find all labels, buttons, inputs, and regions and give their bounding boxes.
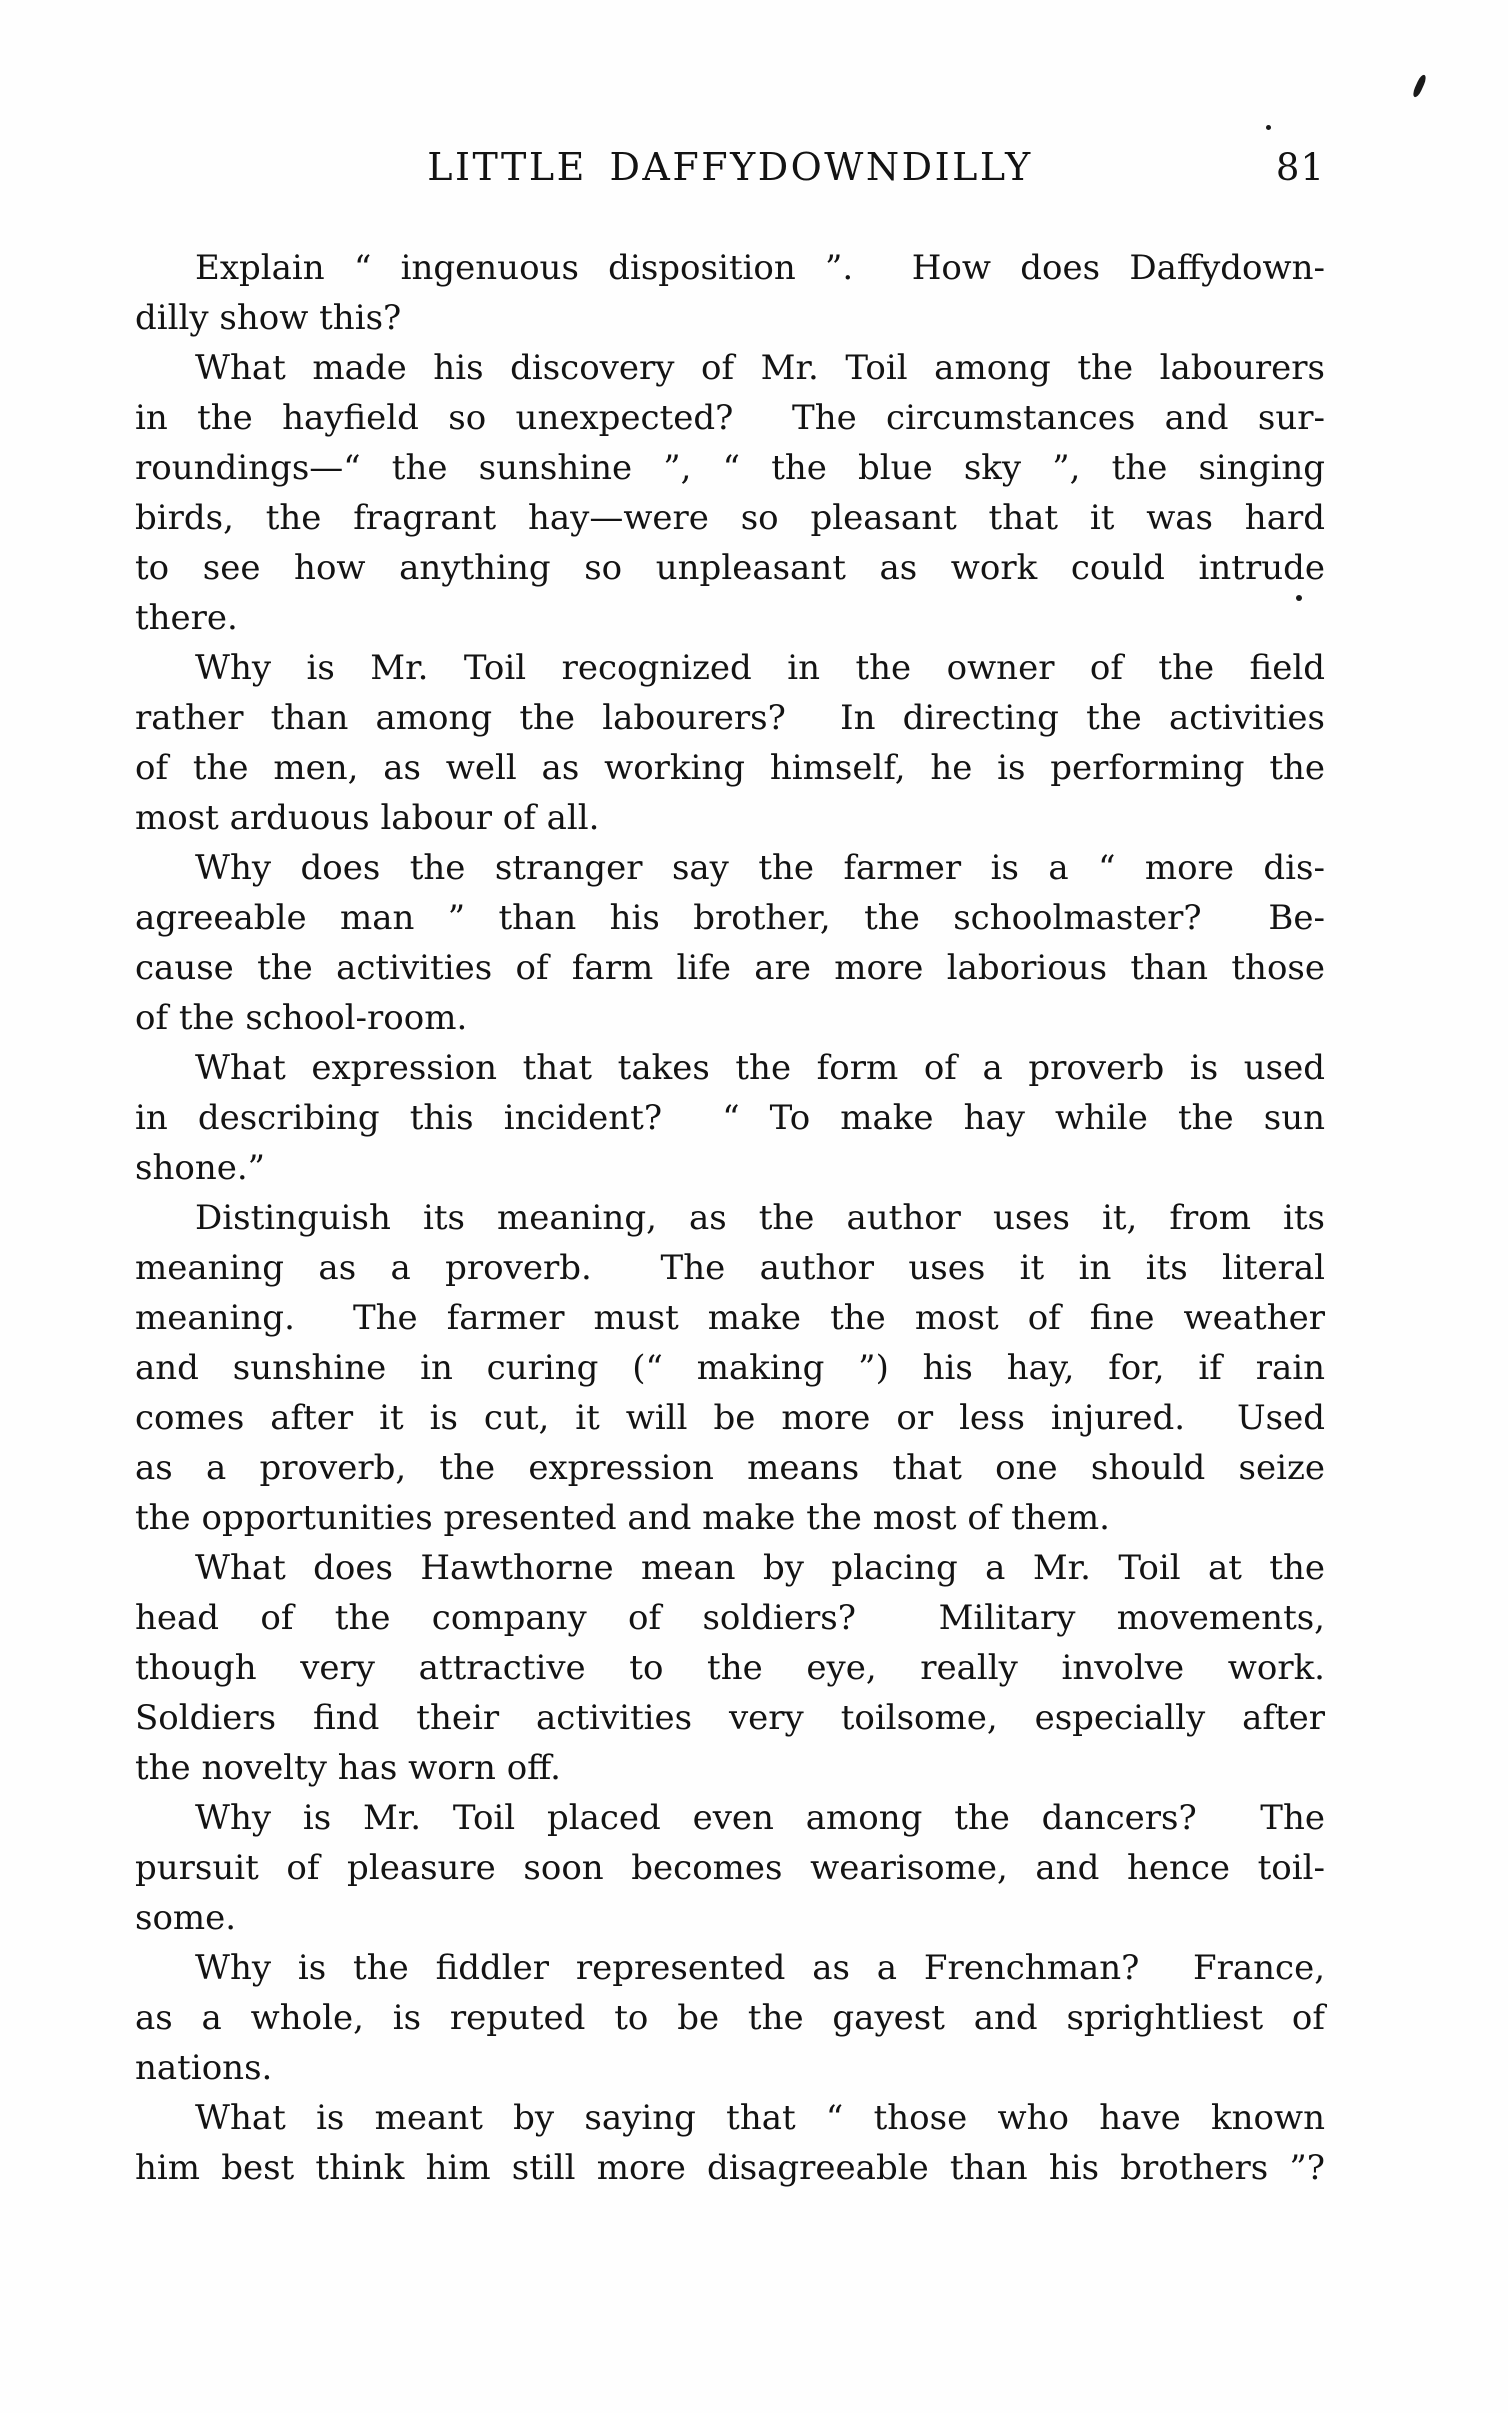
text-line: in describing this incident? “ To make hay while the sun: [135, 1098, 1325, 1138]
text-line: nations.: [135, 2048, 273, 2088]
text-line: roundings—“ the sunshine ”, “ the blue sky ”, the singing: [135, 448, 1325, 488]
paragraph: [135, 1543, 1325, 1793]
text-line: as a proverb, the expression means that one should seize: [135, 1448, 1325, 1488]
page-number: 81: [1275, 146, 1325, 189]
text-line: him best think him still more disagreeable than his brothers ”?: [135, 2148, 1325, 2188]
text-line: as a whole, is reputed to be the gayest and sprightliest of: [135, 1998, 1325, 2038]
paragraph: [135, 1943, 1325, 2093]
paragraph: [135, 1043, 1325, 1193]
text-line: Distinguish its meaning, as the author uses it, from its: [195, 1198, 1325, 1238]
text-line: of the men, as well as working himself, he is performing the: [135, 748, 1325, 788]
text-line: the novelty has worn off.: [135, 1748, 561, 1788]
text-line: shone.”: [135, 1148, 266, 1188]
text-line: What is meant by saying that “ those who have known: [195, 2098, 1325, 2138]
scan-speck-icon: [1296, 595, 1302, 601]
paragraph: [135, 843, 1325, 1043]
text-line: pursuit of pleasure soon becomes wearisome, and hence toil-: [135, 1848, 1325, 1888]
text-line: comes after it is cut, it will be more or less injured. Used: [135, 1398, 1325, 1438]
text-line: there.: [135, 598, 238, 638]
text-line: in the hayfield so unexpected? The circumstances and sur-: [135, 398, 1325, 438]
text-line: rather than among the labourers? In directing the activities: [135, 698, 1325, 738]
text-line: What expression that takes the form of a proverb is used: [195, 1048, 1325, 1088]
page-header: [135, 145, 1325, 198]
text-line: Why is the fiddler represented as a Frenchman? France,: [195, 1948, 1325, 1988]
scan-speck-icon: [1266, 125, 1271, 130]
paragraph: [135, 1793, 1325, 1943]
text-line: meaning. The farmer must make the most of fine weather: [135, 1298, 1325, 1338]
text-line: of the school-room.: [135, 998, 468, 1038]
text-line: meaning as a proverb. The author uses it in its literal: [135, 1248, 1325, 1288]
paragraph: [135, 2093, 1325, 2193]
paragraph: [135, 343, 1325, 643]
text-line: Soldiers find their activities very toilsome, especially after: [135, 1698, 1325, 1738]
text-column: [135, 243, 1325, 2193]
paragraph: [135, 1193, 1325, 1543]
text-line: agreeable man ” than his brother, the schoolmaster? Be-: [135, 898, 1325, 938]
text-line: the opportunities presented and make the most of them.: [135, 1498, 1110, 1538]
text-line: Why is Mr. Toil recognized in the owner of the field: [195, 648, 1325, 688]
text-line: head of the company of soldiers? Military movements,: [135, 1598, 1325, 1638]
text-line: What made his discovery of Mr. Toil among the labourers: [195, 348, 1325, 388]
paragraph: [135, 643, 1325, 843]
text-line: What does Hawthorne mean by placing a Mr. Toil at the: [195, 1548, 1325, 1588]
text-line: some.: [135, 1898, 237, 1938]
text-line: Why is Mr. Toil placed even among the dancers? The: [195, 1798, 1325, 1838]
text-line: Explain “ ingenuous disposition ”. How does Daffydown-: [195, 248, 1325, 288]
text-line: cause the activities of farm life are more laborious than those: [135, 948, 1325, 988]
text-line: Why does the stranger say the farmer is a “ more dis-: [195, 848, 1325, 888]
scan-speck-icon: [1411, 74, 1427, 99]
text-line: dilly show this?: [135, 298, 402, 338]
text-line: most arduous labour of all.: [135, 798, 600, 838]
text-line: though very attractive to the eye, really involve work.: [135, 1648, 1325, 1688]
page-title: LITTLE DAFFYDOWNDILLY: [427, 145, 1033, 189]
text-line: and sunshine in curing (“ making ”) his hay, for, if rain: [135, 1348, 1325, 1388]
paragraph: [135, 243, 1325, 343]
text-line: to see how anything so unpleasant as work could intrude: [135, 548, 1325, 588]
text-line: birds, the fragrant hay—were so pleasant that it was hard: [135, 498, 1325, 538]
